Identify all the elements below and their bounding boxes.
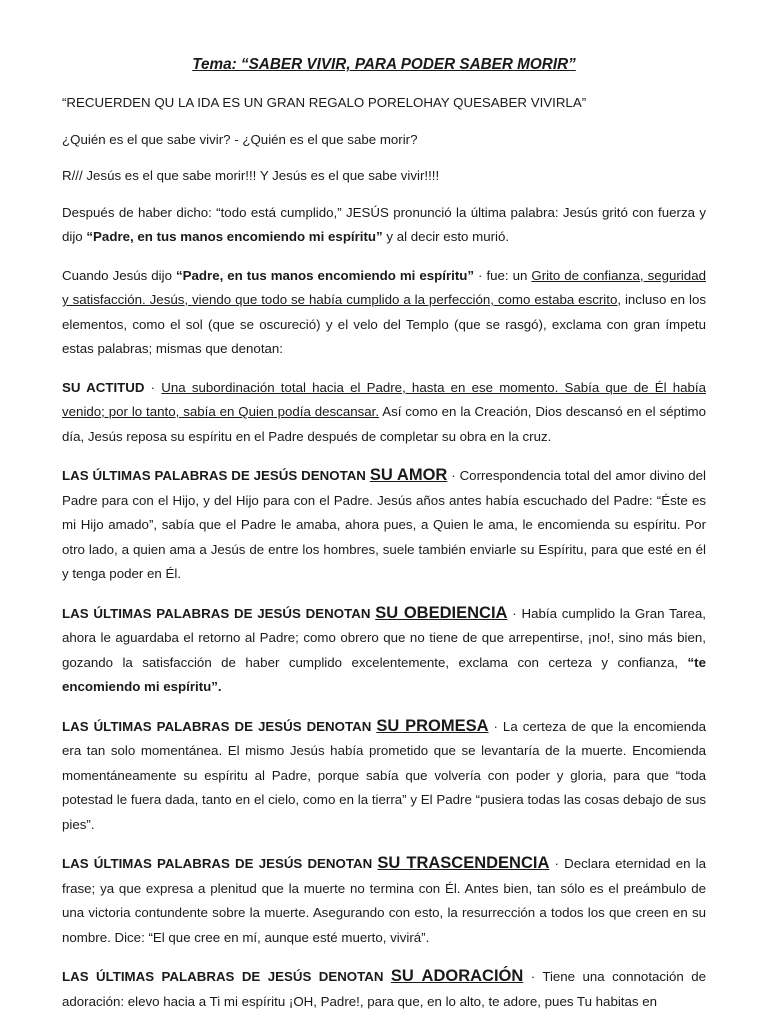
opening-quote: “RECUERDEN QU LA IDA ES UN GRAN REGALO PORELOHAY QUESABER VIVIRLA” bbox=[62, 95, 587, 110]
paragraph-text: , incluso en los elementos, como el sol (que se oscureció) y el velo del Templo (que se rasgó), exclama con gran ímpetu estas palabras; mismas que denotan: bbox=[62, 292, 706, 356]
section-text: · Declara eternidad en la frase; ya que expresa a plenitud que la muerte no termina con Él. Antes bien, tan sólo es el preámbulo de una victoria contundente sobre la muerte. Asegurando con esto, la resurrección a todos los que creen en su nombre. Dice: “El que cree en mí, aunque esté muerto, vivirá”. bbox=[62, 856, 707, 945]
section-promise bbox=[62, 714, 706, 838]
answer-line: R/// Jesús es el que sabe morir!!! Y Jesús es el que sabe vivir!!!! bbox=[62, 168, 440, 183]
section-lead: LAS ÚLTIMAS PALABRAS DE JESÚS DENOTAN bbox=[62, 969, 384, 984]
questions-line: ¿Quién es el que sabe vivir? - ¿Quién es el que sabe morir? bbox=[62, 131, 418, 147]
document-title: Tema: “SABER VIVIR, PARA PODER SABER MORIR” bbox=[192, 56, 576, 73]
bold-quote: “Padre, en tus manos encomiendo mi espíritu” bbox=[175, 267, 475, 283]
section-lead: LAS ÚLTIMAS PALABRAS DE JESÚS DENOTAN bbox=[62, 605, 371, 621]
paragraph-text: · fue: un bbox=[474, 267, 532, 283]
section-lead: SU ACTITUD bbox=[62, 379, 145, 395]
section-text: · Correspondencia total del amor divino del Padre para con el Hijo, y del Hijo para con el Padre. Jesús años antes había escuchado del Padre: “Éste es mi Hijo amado”, sabía que el Padre le amaba, ahora pues, a Quien le ama, le encomienda su espíritu. Por otro lado, a quien ama a Jesús de entre los hombres, suele también enviarle su Espíritu, para que esté en él y tenga poder en Él. bbox=[62, 468, 706, 581]
section-love bbox=[62, 463, 706, 587]
underlined-text: Una subordinación total hacia el Padre, hasta en ese momento. Sabía que de Él había venido; por lo tanto, sabía en Quien podía descansar. bbox=[62, 379, 706, 419]
section-lead: LAS ÚLTIMAS PALABRAS DE JESÚS DENOTAN bbox=[62, 856, 373, 871]
section-text: · Tiene una connotación de adoración: elevo hacia a Ti mi espíritu ¡OH, Padre!, para que, en lo alto, te adore, pues Tu habitas en bbox=[62, 969, 707, 1009]
section-lead: LAS ÚLTIMAS PALABRAS DE JESÚS DENOTAN bbox=[62, 718, 372, 734]
section-key: SU ADORACIÓN bbox=[390, 967, 524, 985]
paragraph-last-word bbox=[62, 201, 706, 250]
section-text: · Había cumplido la Gran Tarea, ahora le aguardaba el retorno al Padre; como obrero que no tiene de que arrepentirse, ¡no!, sino más bien, gozando la satisfacción de haber cumplido excelentemente, exclama con certeza y confianza, bbox=[62, 605, 707, 670]
section-key: SU OBEDIENCIA bbox=[375, 603, 508, 622]
bold-quote: “te encomiendo mi espíritu”. bbox=[62, 654, 706, 694]
paragraph-attitude bbox=[62, 376, 706, 450]
section-key: SU TRASCENDENCIA bbox=[377, 854, 550, 872]
paragraph-text: Cuando Jesús dijo bbox=[62, 267, 176, 283]
section-text: · La certeza de que la encomienda era tan solo momentánea. El mismo Jesús había prometido que se levantaría de la muerte. Encomienda momentáneamente su espíritu al Padre, porque sabía que volvería con poder y gloria, para que “toda potestad le fuera dada, tanto en el cielo, como en la tierra” y El Padre “pusiera todas las cosas debajo de sus pies”. bbox=[62, 718, 706, 832]
section-obedience bbox=[62, 601, 706, 700]
section-transcendence bbox=[62, 851, 706, 950]
separator: · bbox=[144, 379, 162, 395]
underlined-text: Grito de confianza, seguridad y satisfacción. Jesús, viendo que todo se había cumplido a la perfección, como estaba escrito bbox=[62, 267, 706, 307]
bold-quote: “Padre, en tus manos encomiendo mi espíritu” bbox=[86, 229, 383, 244]
paragraph-cry-of-trust bbox=[62, 264, 706, 362]
section-key: SU PROMESA bbox=[376, 716, 489, 735]
paragraph-text: Así como en la Creación, Dios descansó en el séptimo día, Jesús reposa su espíritu en el Padre después de completar su obra en la cruz. bbox=[62, 404, 707, 444]
section-adoration bbox=[62, 964, 706, 1014]
section-lead: LAS ÚLTIMAS PALABRAS DE JESÚS DENOTAN bbox=[62, 468, 366, 483]
paragraph-text: y al decir esto murió. bbox=[382, 229, 510, 244]
section-key: SU AMOR bbox=[369, 466, 448, 484]
paragraph-text: Después de haber dicho: “todo está cumplido,” JESÚS pronunció la última palabra: Jesús gritó con fuerza y dijo bbox=[62, 204, 706, 244]
